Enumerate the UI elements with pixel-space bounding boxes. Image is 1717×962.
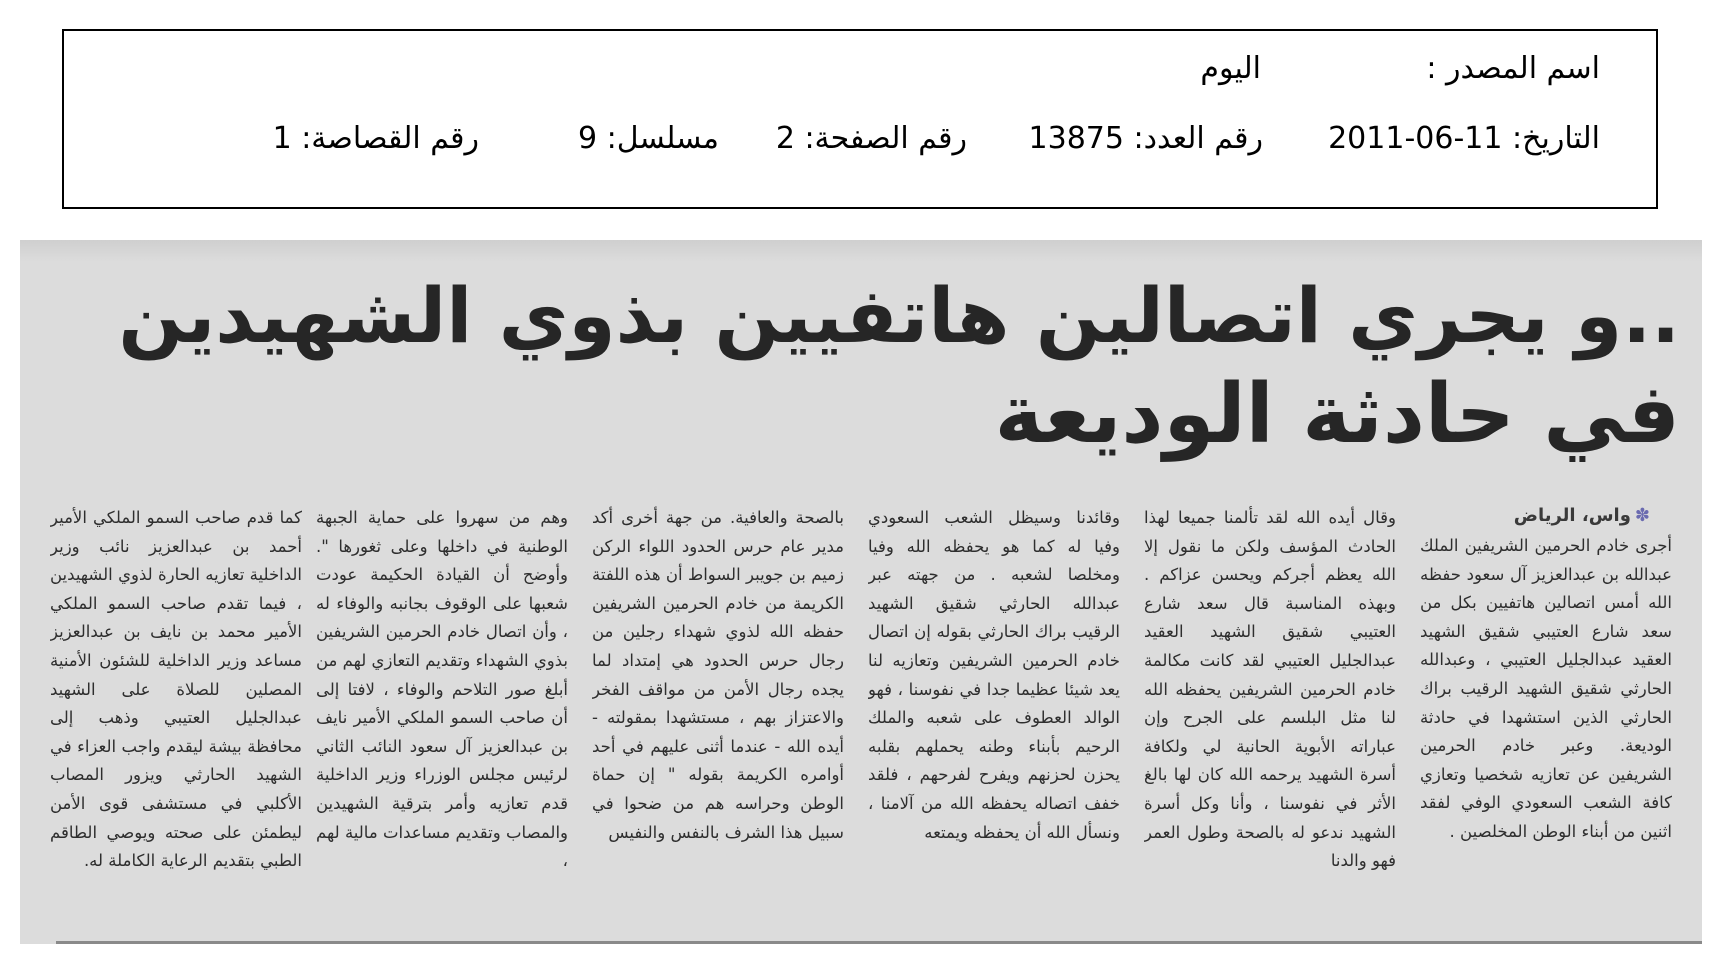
article-column-3: وقائدنا وسيظل الشعب السعودي وفيا له كما هو يحفظه الله وفيا ومخلصا لشعبه . من جهته عبر عبدالله الحارثي شقيق الشهيد الرقيب براك الحارثي بقوله إن اتصال خادم الحرمين الشريفين وتعازيه لنا يعد شيئا عظيما جدا في نفوسنا ، فهو الوالد العطوف على شعبه والملك الرحيم بأبناء وطنه يحملهم بقلبه يحزن لحزنهم ويفرح لفرحهم ، فلقد خفف اتصاله يحفظه الله من آلامنا ، ونسأل الله أن يحفظه ويمتعه	[868, 508, 1120, 842]
clip-number: رقم القصاصة: 1	[272, 121, 479, 156]
source-label: اسم المصدر :	[1426, 51, 1600, 86]
article-column-5: وهم من سهروا على حماية الجبهة الوطنية في داخلها وعلى ثغورها ". وأوضح أن القيادة الحكيمة عودت شعبها على الوقوف بجانبه والوفاء له ، وأن اتصال خادم الحرمين الشريفين بذوي الشهداء وتقديم التعازي لهم من أبلغ صور التلاحم والوفاء ، لافتا إلى أن صاحب السمو الملكي الأمير نايف بن عبدالعزيز آل سعود النائب الثاني لرئيس مجلس الوزراء وزير الداخلية قدم تعازيه وأمر بترقية الشهيدين والمصاب وتقديم مساعدات مالية لهم ،	[316, 508, 568, 871]
headline-line-1: ..و يجري اتصالين هاتفيين بذوي الشهيدين	[118, 271, 1680, 360]
date-field: التاريخ: 11-06-2011	[1328, 121, 1600, 156]
clipping-info-box	[62, 29, 1658, 209]
issue-number: رقم العدد: 13875	[1028, 121, 1263, 156]
bottom-rule	[56, 941, 1702, 944]
article-column-4: بالصحة والعافية. من جهة أخرى أكد مدير عام حرس الحدود اللواء الركن زميم بن جويبر السواط أن هذه اللفتة الكريمة من خادم الحرمين الشريفين حفظه الله لذوي شهداء رجلين من رجال حرس الحدود هي إمتداد لما يجده رجال الأمن من مواقف الفخر والاعتزاز بهم ، مستشهدا بمقولته - أيده الله - عندما أثنى عليهم في أحد أوامره الكريمة بقوله " إن حماة الوطن وحراسه هم من ضحوا في سبيل هذا الشرف بالنفس والنفيس	[592, 508, 844, 842]
article-column-2: وقال أيده الله لقد تألمنا جميعا لهذا الحادث المؤسف ولكن ما نقول إلا الله يعظم أجركم ويحسن عزاكم . وبهذه المناسبة قال سعد شارع العتيبي شقيق الشهيد العقيد عبدالجليل العتيبي لقد كانت مكالمة خادم الحرمين الشريفين يحفظه الله لنا مثل البلسم على الجرح وإن عباراته الأبوية الحانية لي ولكافة أسرة الشهيد يرحمه الله كان لها بالغ الأثر في نفوسنا ، وأنا وكل أسرة الشهيد ندعو له بالصحة وطول العمر فهو والدنا	[1144, 508, 1396, 871]
source-value: اليوم	[1200, 51, 1261, 86]
article-column-6: كما قدم صاحب السمو الملكي الأمير أحمد بن عبدالعزيز نائب وزير الداخلية تعازيه الحارة لذوي الشهيدين ، فيما تقدم صاحب السمو الملكي الأمير محمد بن نايف بن عبدالعزيز مساعد وزير الداخلية للشئون الأمنية المصلين للصلاة على الشهيد عبدالجليل العتيبي وذهب إلى محافظة بيشة ليقدم واجب العزاء في الشهيد الحارثي ويزور المصاب الأكلبي في مستشفى قوى الأمن ليطمئن على صحته ويوصي الطاقم الطبي بتقديم الرعاية الكاملة له.	[50, 508, 302, 871]
newspaper-clipping	[20, 240, 1702, 944]
headline-line-2: في حادثة الوديعة	[994, 367, 1680, 462]
byline	[1514, 505, 1650, 526]
article-column-1: أجرى خادم الحرمين الشريفين الملك عبدالله بن عبدالعزيز آل سعود حفظه الله أمس اتصالين هاتفيين بكل من سعد شارع العتيبي شقيق الشهيد العقيد عبدالجليل العتيبي ، وعبدالله الحارثي شقيق الشهيد الرقيب براك الحارثي الذين استشهدا في حادثة الوديعة. وعبر خادم الحرمين الشريفين عن تعازيه شخصيا وتعازي كافة الشعب السعودي الوفي لفقد اثنين من أبناء الوطن المخلصين .	[1420, 536, 1672, 841]
serial-number: مسلسل: 9	[578, 121, 719, 156]
clipping-top-edge	[20, 240, 1702, 262]
page-number: رقم الصفحة: 2	[775, 121, 967, 156]
byline-text: واس، الرياض	[1513, 505, 1631, 526]
byline-star-icon: ✽	[1634, 505, 1650, 526]
